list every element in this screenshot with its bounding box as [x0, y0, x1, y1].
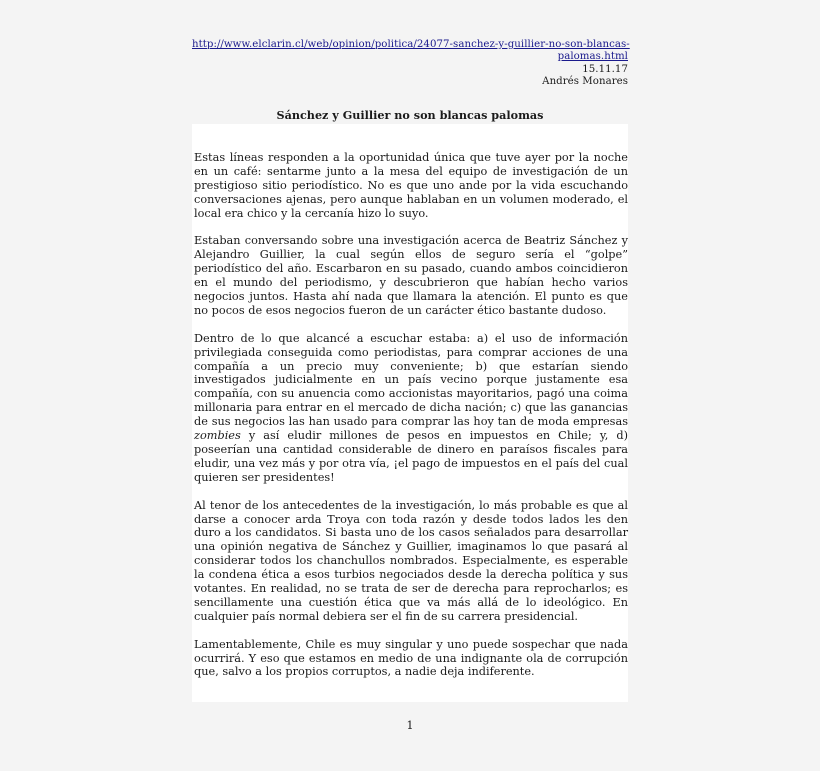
paragraph-2: Estaban conversando sobre una investigación acerca de Beatriz Sánchez y Alejandro Guillier, la cual según ellos de seguro sería el “golpe” periodístico del año. Escarbaron en su pasado, cuando ambos coincidieron en el mundo del periodismo, y descubrieron que habían hecho varios negocios juntos. Hasta ahí nada que llamara la atención. El punto es que no pocos de esos negocios fueron de un carácter ético bastante dudoso. — [194, 234, 628, 317]
paragraph-1: Estas líneas responden a la oportunidad única que tuve ayer por la noche en un café: sentarme junto a la mesa del equipo de investigación de un prestigioso sitio periodístico. No es que uno ande por la vida escuchando conversaciones ajenas, pero aunque hablaban en un volumen moderado, el local era chico y la cercanía hizo lo suyo. — [194, 151, 628, 220]
source-url-link[interactable] — [192, 39, 628, 64]
paragraph-3 — [194, 332, 628, 485]
source-url-line-2[interactable]: palomas.html — [557, 51, 628, 63]
source-url-line-1[interactable]: http://www.elclarin.cl/web/opinion/politica/24077-sanchez-y-guillier-no-son-blancas- — [192, 39, 630, 50]
author-name: Andrés Monares — [542, 75, 628, 87]
paragraph-4: Al tenor de los antecedentes de la investigación, lo más probable es que al darse a conocer arda Troya con toda razón y desde todos lados les den duro a los candidatos. Si basta uno de los casos señalados para desarrollar una opinión negativa de Sánchez y Guillier, imaginamos lo que pasará al considerar todos los chanchullos nombrados. Especialmente, es esperable la condena ética a esos turbios negociados desde la derecha política y sus votantes. En realidad, no se trata de ser de derecha para reprocharlos; es sencillamente una cuestión ética que va más allá de lo ideológico. En cualquier país normal debiera ser el fin de su carrera presidencial. — [194, 498, 628, 623]
paragraph-3-text-before: Dentro de lo que alcancé a escuchar estaba: a) el uso de información privilegiada conseguida como periodistas, para comprar acciones de una compañía a un precio muy conveniente; b) que estarían siendo investigados judicialmente en un país vecino porque justamente esa compañía, con su anuencia como accionistas mayoritarios, pagó una coima millonaria para entrar en el mercado de dicha nación; c) que las ganancias de sus negocios las han usado para comprar las hoy tan de moda empresas — [194, 331, 628, 429]
article-body — [194, 151, 628, 693]
article-header — [192, 39, 628, 88]
publication-date: 15.11.17 — [582, 63, 628, 75]
paragraph-3-italic-term: zombies — [194, 429, 241, 443]
page-number: 1 — [406, 719, 414, 732]
paragraph-3-text-after: y así eludir millones de pesos en impuestos en Chile; y, d) poseerían una cantidad considerable de dinero en paraísos fiscales para eludir, una vez más y por otra vía, ¡el pago de impuestos en el país del cual quieren ser presidentes! — [194, 429, 628, 484]
article-title: Sánchez y Guillier no son blancas palomas — [276, 108, 544, 122]
paragraph-5: Lamentablemente, Chile es muy singular y uno puede sospechar que nada ocurrirá. Y eso que estamos en medio de una indignante ola de corrupción que, salvo a los propios corruptos, a nadie deja indiferente. — [194, 637, 628, 679]
